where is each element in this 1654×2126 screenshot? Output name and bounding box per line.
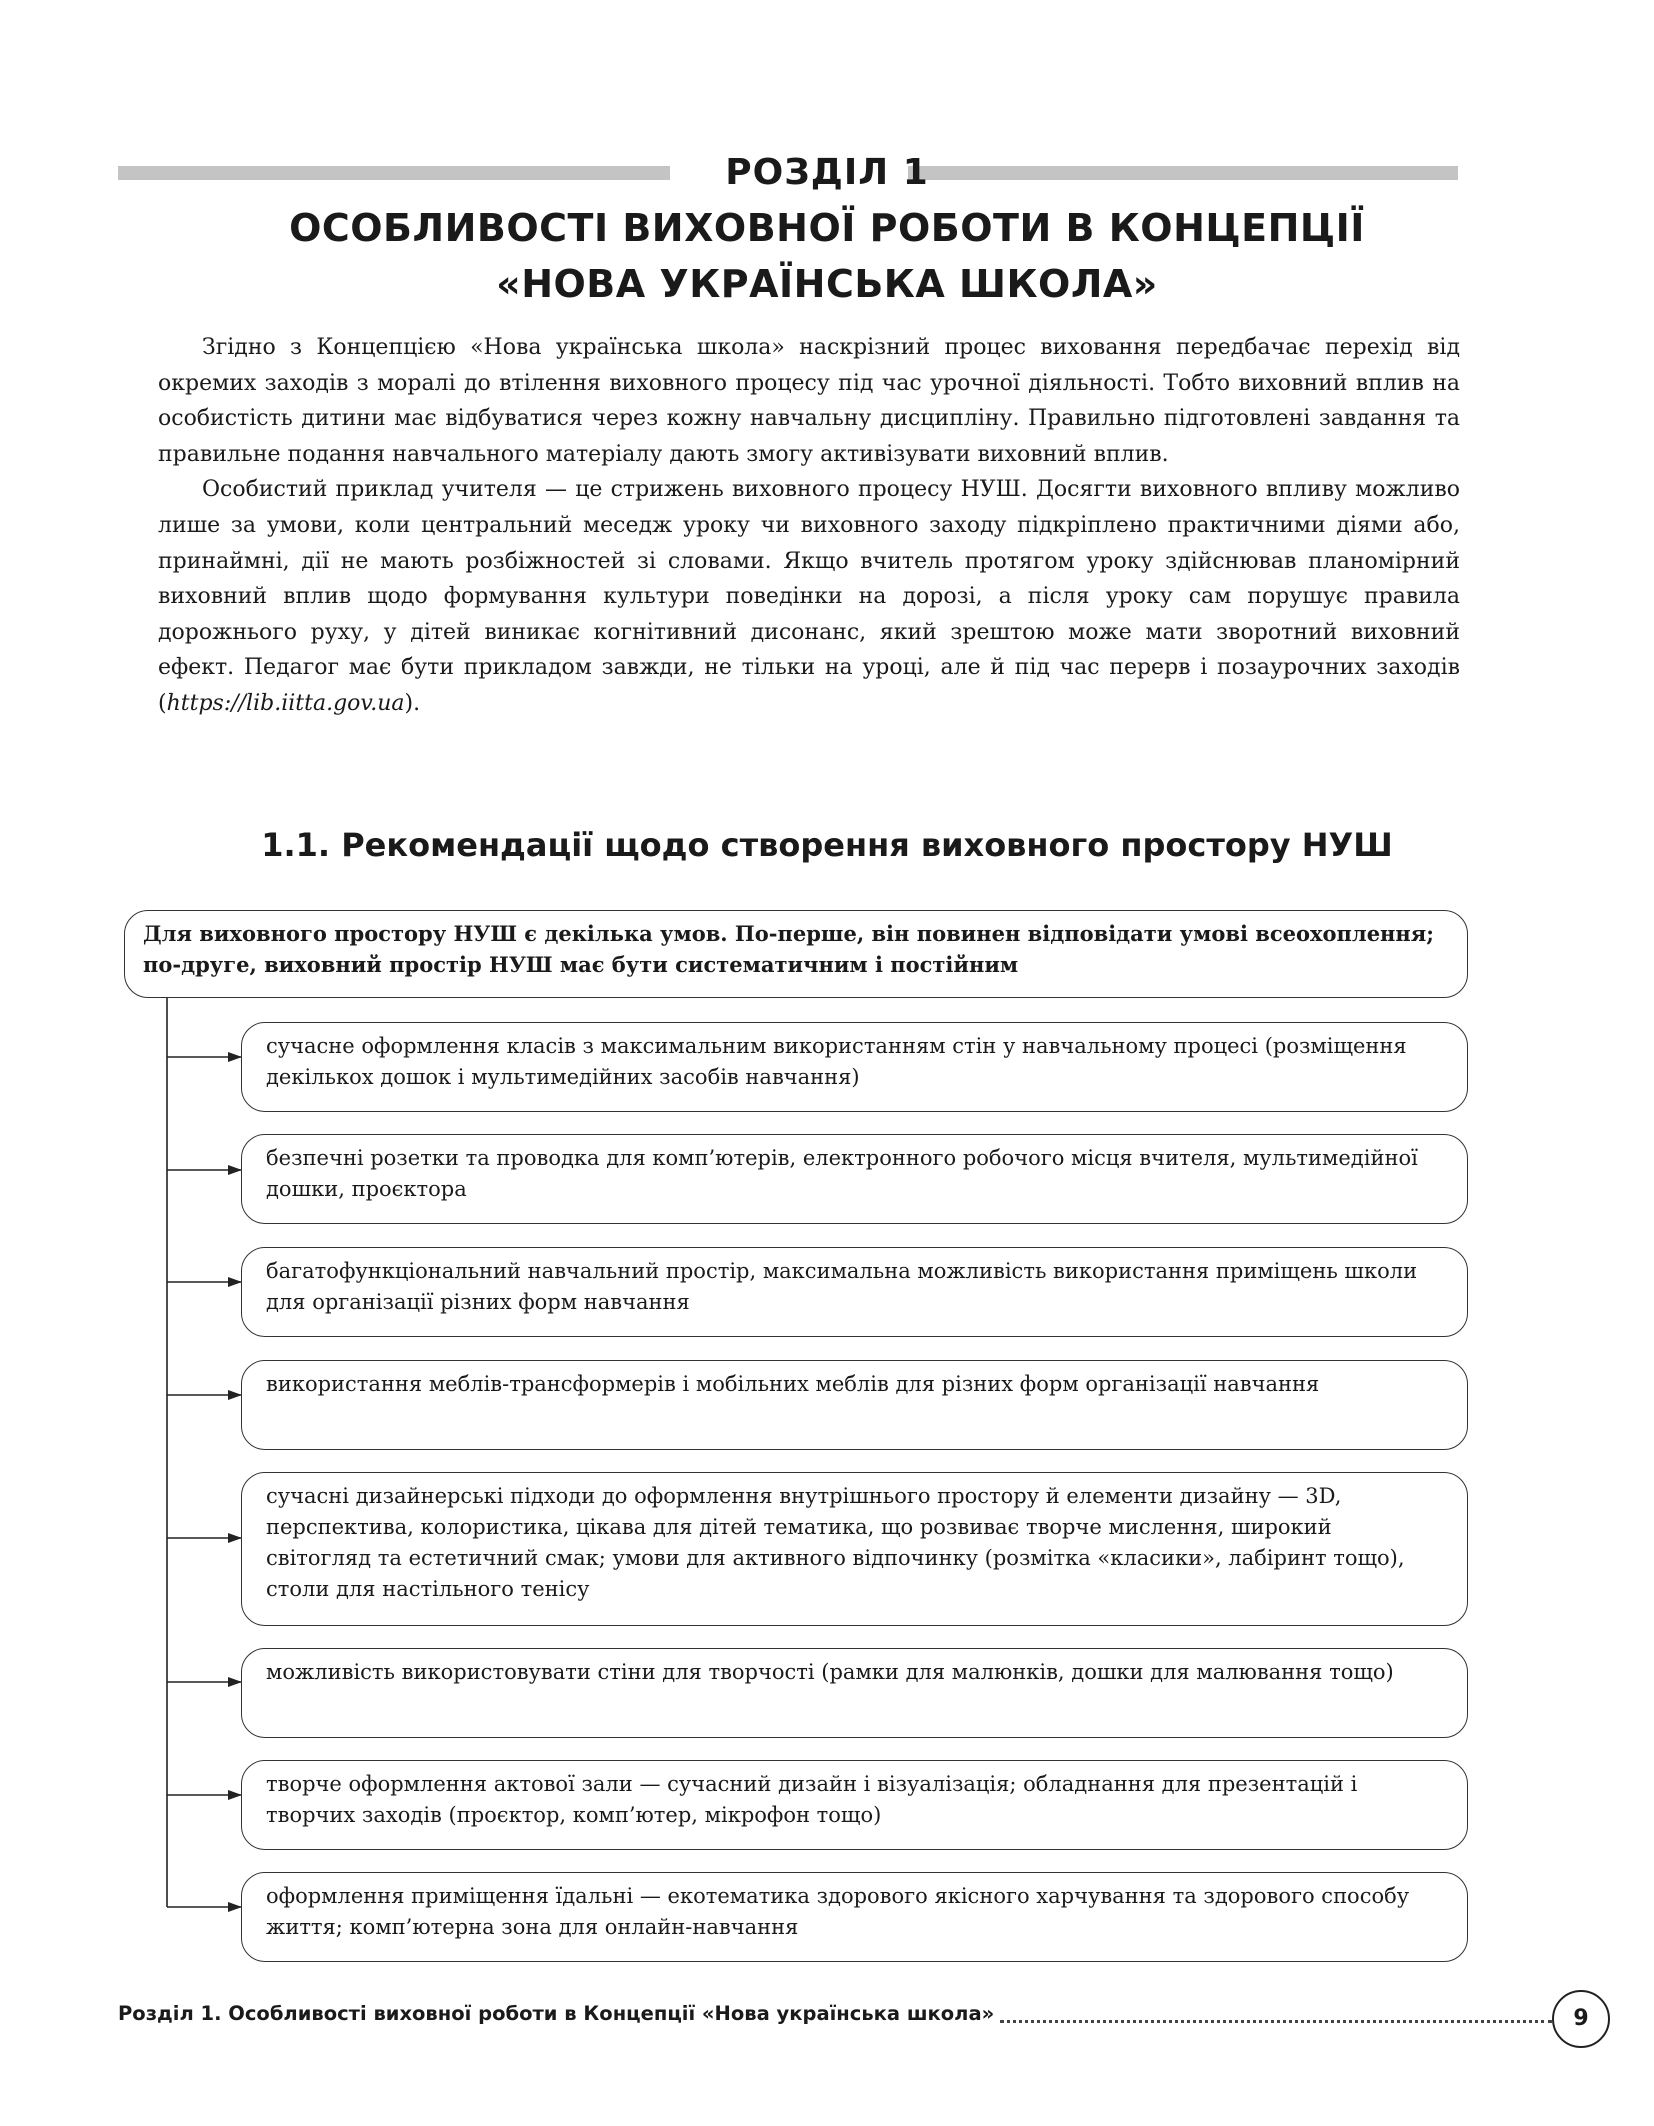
running-title: Розділ 1. Особливості виховної роботи в Концепції «Нова українська школа» bbox=[118, 2002, 995, 2025]
section-title: 1.1. Рекомендації щодо створення виховного простору НУШ bbox=[261, 826, 1393, 864]
source-link[interactable]: https://lib.iitta.gov.ua bbox=[166, 690, 405, 716]
page-number: 9 bbox=[1552, 1990, 1610, 2048]
diagram-item-7: творче оформлення актової зали — сучасний дизайн і візуалізація; обладнання для презентацій і творчих заходів (проєктор, комп’ютер, мікрофон тощо) bbox=[241, 1760, 1468, 1850]
paragraph-text: Особистий приклад учителя — це стрижень виховного процесу НУШ. Досягти виховного впливу можливо лише за умови, коли центральний меседж уроку чи виховного заходу підкріплено практичними діями або, принаймні, дії не мають розбіжностей зі словами. Якщо вчитель протягом уроку здійснював планомірний виховний вплив щодо формування культури поведінки на дорозі, а після уроку сам порушує правила дорожнього руху, у дітей виникає когнітивний дисонанс, який зрештою може мати зворотний виховний ефект. Педагог має бути прикладом завжди, не тільки на уроці, але й під час перерв і позаурочних заходів ( bbox=[158, 477, 1460, 716]
body-text bbox=[158, 330, 1460, 722]
chapter-number: РОЗДІЛ 1 bbox=[725, 152, 929, 193]
paragraph: Згідно з Концепцією «Нова українська школа» наскрізний процес виховання передбачає перехід від окремих заходів з моралі до втілення виховного процесу під час урочної діяльності. Тобто виховний вплив на особистість дитини має відбуватися через кожну навчальну дисципліну. Правильно підготовлені завдання та правильне подання навчального матеріалу дають змогу активізувати виховний вплив. bbox=[158, 335, 1460, 467]
chapter-title-line2: «НОВА УКРАЇНСЬКА ШКОЛА» bbox=[496, 262, 1158, 306]
diagram-item-2: безпечні розетки та проводка для комп’ютерів, електронного робочого місця вчителя, мультимедійної дошки, проєктора bbox=[241, 1134, 1468, 1224]
diagram-item-1: сучасне оформлення класів з максимальним використанням стін у навчальному процесі (розміщення декількох дошок і мультимедійних засобів навчання) bbox=[241, 1022, 1468, 1112]
paragraph bbox=[158, 472, 1460, 721]
diagram-item-5: сучасні дизайнерські підходи до оформлення внутрішнього простору й елементи дизайну — 3D, перспектива, колористика, цікава для дітей тематика, що розвиває творче мислення, широкий світогляд та естетичний смак; умови для активного відпочинку (розмітка «класики», лабіринт тощо), столи для настільного тенісу bbox=[241, 1472, 1468, 1626]
chapter-title bbox=[0, 200, 1654, 312]
chapter-title-line1: ОСОБЛИВОСТІ ВИХОВНОЇ РОБОТИ В КОНЦЕПЦІЇ bbox=[289, 206, 1365, 250]
diagram-item-3: багатофункціональний навчальний простір, максимальна можливість використання приміщень школи для організації різних форм навчання bbox=[241, 1247, 1468, 1337]
diagram-item-4: використання меблів-трансформерів і мобільних меблів для різних форм організації навчання bbox=[241, 1360, 1468, 1450]
page-footer bbox=[118, 1990, 1589, 2038]
footer-dotted-leader bbox=[1000, 2020, 1552, 2023]
diagram-item-6: можливість використовувати стіни для творчості (рамки для малюнків, дошки для малювання тощо) bbox=[241, 1648, 1468, 1738]
diagram-item-8: оформлення приміщення їдальні — екотематика здорового якісного харчування та здорового способу життя; комп’ютерна зона для онлайн-навчання bbox=[241, 1872, 1468, 1962]
diagram-top-box: Для виховного простору НУШ є декілька умов. По-перше, він повинен відповідати умові всеохоплення; по-друге, виховний простір НУШ має бути систематичним і постійним bbox=[124, 910, 1468, 998]
paragraph-text-end: ). bbox=[404, 690, 421, 716]
